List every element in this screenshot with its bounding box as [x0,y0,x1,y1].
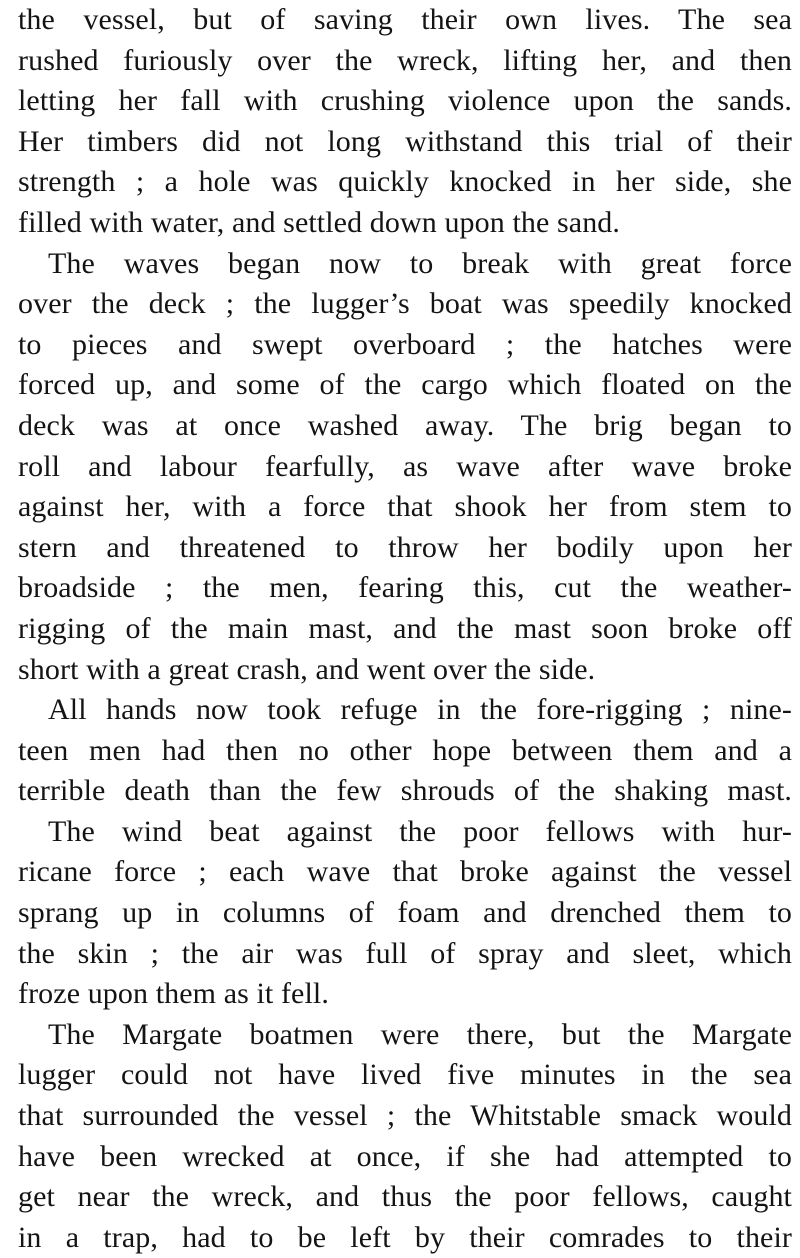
text-line: forced up, and some of the cargo which floated on the [18,368,792,402]
text-line: ricane force ; each wave that broke against the vessel [18,855,792,889]
paragraph-5 [18,1015,792,1258]
text-line: teen men had then no other hope between them and a [18,733,792,767]
text-line: The waves began now to break with great force [48,246,792,280]
text-line: strength ; a hole was quickly knocked in her side, she [18,165,792,199]
text-line: to pieces and swept overboard ; the hatches were [18,327,792,361]
text-line: froze upon them as it fell. [18,977,329,1011]
text-line: filled with water, and settled down upon the sand. [18,205,620,239]
text-line: terrible death than the few shrouds of the shaking mast. [18,774,792,808]
text-line: broadside ; the men, fearing this, cut the weather- [18,571,792,605]
paragraph-1 [18,0,792,244]
text-line: have been wrecked at once, if she had attempted to [18,1139,792,1173]
text-line: that surrounded the vessel ; the Whitstable smack would [18,1099,792,1133]
text-line: deck was at once washed away. The brig began to [18,408,792,442]
text-line: over the deck ; the lugger’s boat was speedily knocked [18,287,792,321]
text-line: in a trap, had to be left by their comrades to their [18,1220,792,1254]
text-line: The Margate boatmen were there, but the Margate [48,1017,792,1051]
text-line: sprang up in columns of foam and drenched them to [18,896,792,930]
text-line: roll and labour fearfully, as wave after wave broke [18,449,792,483]
text-line: the skin ; the air was full of spray and sleet, which [18,936,792,970]
text-line: get near the wreck, and thus the poor fellows, caught [18,1180,792,1214]
paragraph-3 [18,690,792,812]
text-line: The wind beat against the poor fellows with hur- [48,814,792,848]
text-line: All hands now took refuge in the fore-rigging ; nine- [48,693,792,727]
text-line: Her timbers did not long withstand this trial of their [18,124,792,158]
text-line: rigging of the main mast, and the mast soon broke off [18,611,792,645]
text-line: letting her fall with crushing violence upon the sands. [18,84,792,118]
text-line: short with a great crash, and went over the side. [18,652,596,686]
text-line: against her, with a force that shook her from stem to [18,490,792,524]
book-page [18,0,792,1258]
text-line: stern and threatened to throw her bodily upon her [18,530,792,564]
paragraph-2 [18,244,792,691]
paragraph-4 [18,812,792,1015]
text-line: lugger could not have lived five minutes in the sea [18,1058,792,1092]
text-line: the vessel, but of saving their own lives. The sea [18,3,792,36]
text-line: rushed furiously over the wreck, lifting her, and then [18,43,792,77]
